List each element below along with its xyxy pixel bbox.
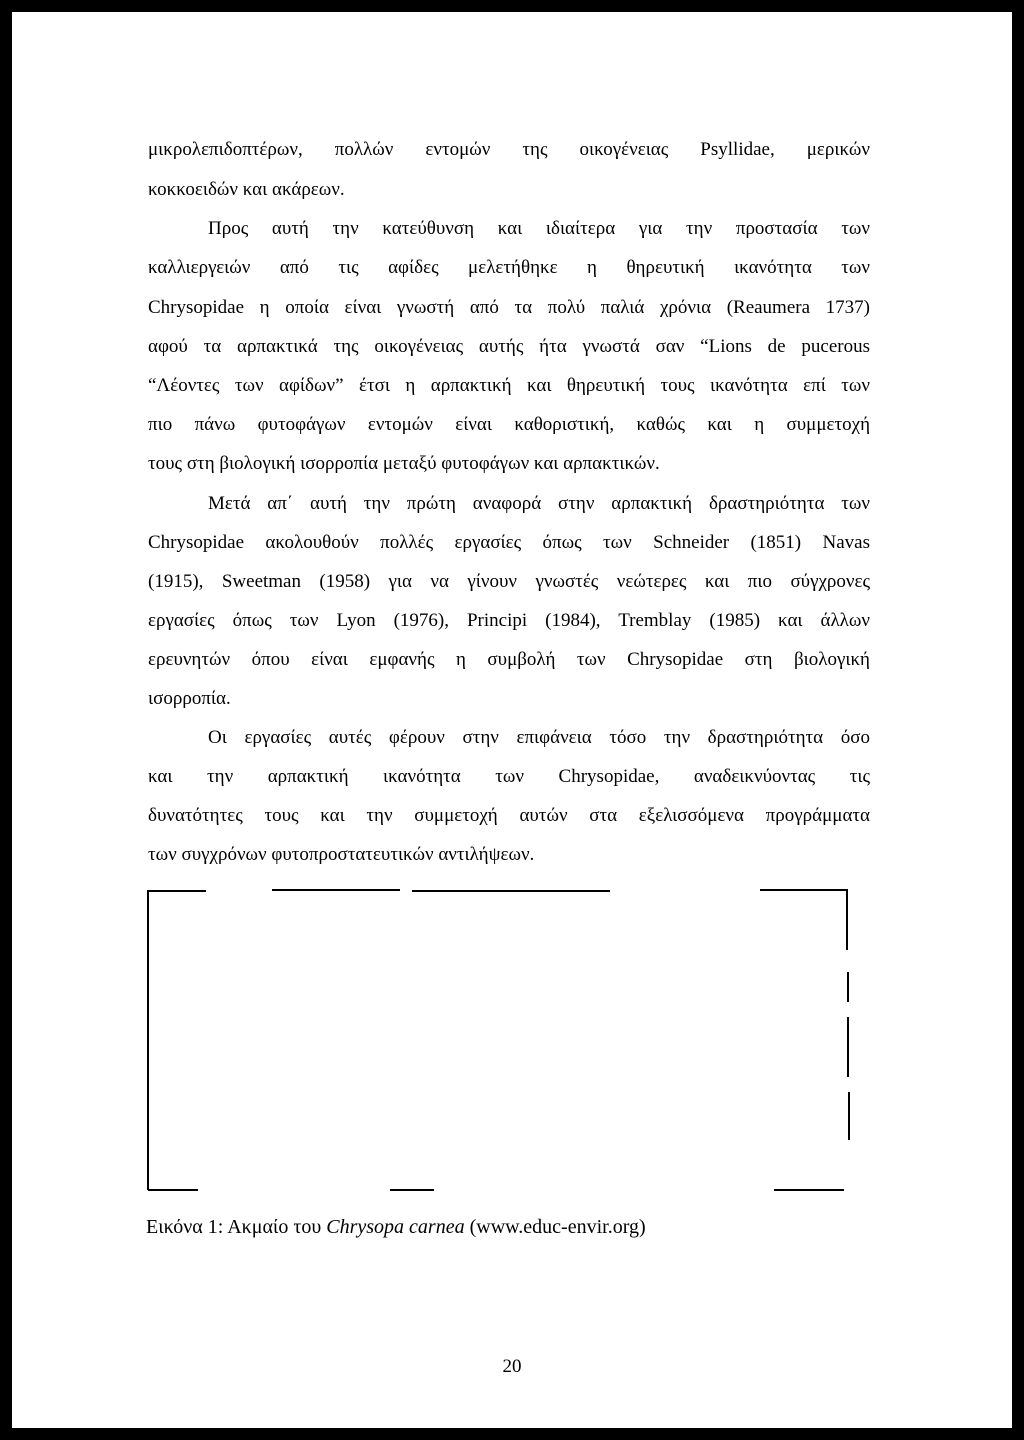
- caption-species: Chrysopa carnea: [326, 1216, 465, 1238]
- paragraph-line: Chrysopidae ακολουθούν πολλές εργασίες όπως των Schneider (1851) Navas: [148, 532, 870, 553]
- paragraph-line: Προς αυτή την κατεύθυνση και ιδιαίτερα για την προστασία των: [208, 218, 870, 239]
- paragraph-line: καλλιεργειών από τις αφίδες μελετήθηκε η θηρευτική ικανότητα των: [148, 257, 870, 278]
- paragraph-line: τους στη βιολογική ισορροπία μεταξύ φυτοφάγων και αρπακτικών.: [148, 453, 660, 474]
- paragraph-line: Chrysopidae η οποία είναι γνωστή από τα πολύ παλιά χρόνια (Reaumera 1737): [148, 297, 870, 318]
- paragraph-line: δυνατότητες τους και την συμμετοχή αυτών στα εξελισσόμενα προγράμματα: [148, 805, 870, 826]
- paragraph-line: ισορροπία.: [148, 688, 231, 709]
- paragraph-line: “Λέοντες των αφίδων” έτσι η αρπακτική και θηρευτική τους ικανότητα επί των: [148, 375, 870, 396]
- caption-suffix: (www.educ-envir.org): [464, 1216, 646, 1238]
- figure-caption: [146, 1216, 646, 1239]
- paragraph-line: των συγχρόνων φυτοπροστατευτικών αντιλήψεων.: [148, 844, 535, 865]
- paragraph-line: κοκκοειδών και ακάρεων.: [148, 179, 345, 200]
- paragraph-line: μικρολεπιδοπτέρων, πολλών εντομών της οικογένειας Psyllidae, μερικών: [148, 139, 870, 160]
- page-number: 20: [502, 1356, 522, 1377]
- paragraph-line: εργασίες όπως των Lyon (1976), Principi (1984), Tremblay (1985) και άλλων: [148, 610, 870, 631]
- paragraph-line: Μετά απ΄ αυτή την πρώτη αναφορά στην αρπακτική δραστηριότητα των: [208, 493, 870, 514]
- paragraph-line: (1915), Sweetman (1958) για να γίνουν γνωστές νεώτερες και πιο σύγχρονες: [148, 571, 870, 592]
- paragraph-line: πιο πάνω φυτοφάγων εντομών είναι καθοριστική, καθώς και η συμμετοχή: [148, 414, 870, 435]
- paragraph-line: Οι εργασίες αυτές φέρουν στην επιφάνεια τόσο την δραστηριότητα όσο: [208, 727, 870, 748]
- paragraph-line: και την αρπακτική ικανότητα των Chrysopidae, αναδεικνύοντας τις: [148, 766, 870, 787]
- paragraph-line: αφού τα αρπακτικά της οικογένειας αυτής ήτα γνωστά σαν “Lions de pucerous: [148, 336, 870, 357]
- document-page: [12, 12, 1012, 1428]
- caption-prefix: Εικόνα 1: Ακμαίο του: [146, 1216, 327, 1238]
- paragraph-line: ερευνητών όπου είναι εμφανής η συμβολή των Chrysopidae στη βιολογική: [148, 649, 870, 670]
